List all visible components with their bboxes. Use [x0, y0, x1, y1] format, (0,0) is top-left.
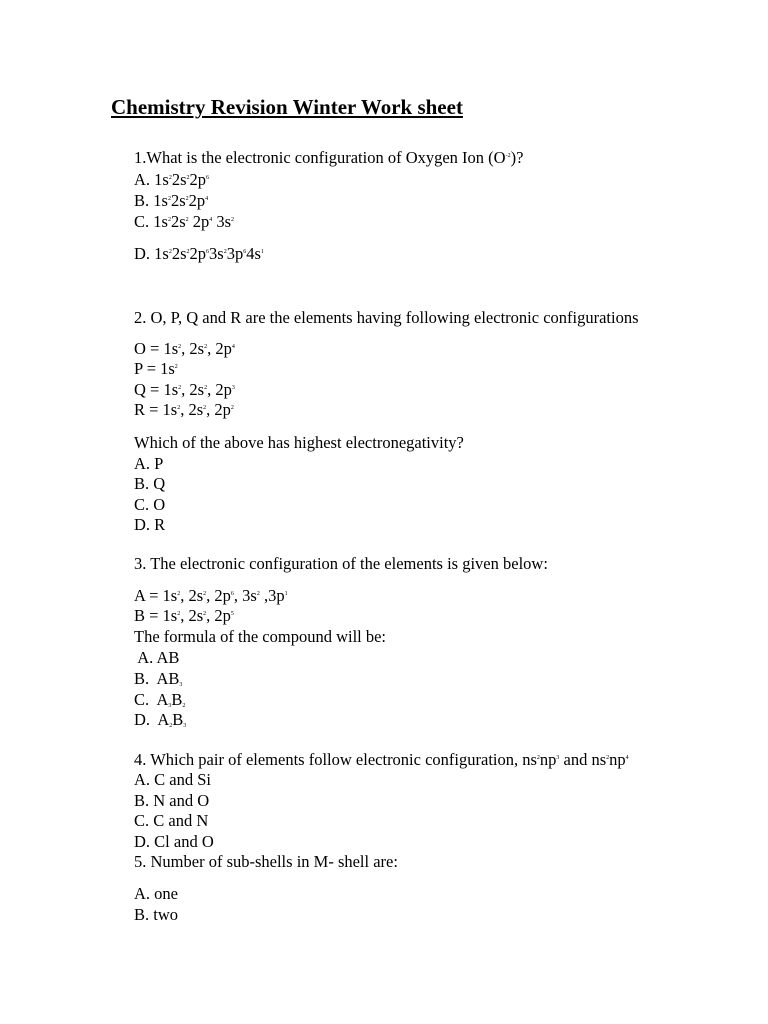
q3-config-b: $B = 1s^2$, $2s^2$, $2p^5$ [134, 606, 234, 625]
q2-config-p: $P = 1s^2$ [134, 359, 178, 378]
q3-option-c: C. $A_3B_2$ [134, 690, 186, 709]
q3-option-d: D. $A_2B_3$ [134, 710, 187, 729]
q5-option-a: A. one [134, 884, 178, 903]
q4-option-b: B. N and O [134, 791, 210, 810]
q3-stem: 3. The electronic configuration of the elements is given below: [134, 554, 548, 573]
q2-question: Which of the above has highest electronegativity? [134, 433, 464, 452]
q2-config-r: $R = 1s^2$, $2s^2$, $2p^2$ [134, 400, 234, 419]
q1-option-a: A. $1s^22s^22p^6$ [134, 170, 210, 189]
q1-stem: 1.What is the electronic configuration of Oxygen Ion $(O^{-2})$? [134, 148, 524, 167]
q2-option-a: A. P [134, 454, 164, 473]
q2-option-d: D. R [134, 515, 166, 534]
q3-option-b: B. $AB_3$ [134, 669, 183, 688]
q5-option-b: B. two [134, 905, 179, 924]
q5-stem: 5. Number of sub-shells in M- shell are: [134, 852, 398, 871]
q2-config-o: $O = 1s^2$, $2s^2$, $2p^4$ [134, 339, 235, 358]
q2-option-b: B. Q [134, 474, 166, 493]
q3-config-a: $A = 1s^2$, $2s^2$, $2p^6$, $3s^2$ $,3p^1$ [134, 586, 288, 605]
q1-option-b: B. $1s^22s^22p^4$ [134, 191, 209, 210]
q3-option-a: A. AB [134, 648, 180, 667]
q4-option-d: D. Cl and O [134, 832, 214, 851]
q4-stem: 4. Which pair of elements follow electronic configuration, $ns^2np^3$ and $ns^2np^4$ [134, 750, 629, 769]
q4-option-a: A. C and Si [134, 770, 212, 789]
q4-option-c: C. C and N [134, 811, 209, 830]
q3-question: The formula of the compound will be: [134, 627, 387, 646]
q1-option-c: C. $1s^22s^2$ $2p^4$ $3s^2$ [134, 212, 235, 231]
q2-stem: 2. O, P, Q and R are the elements having following electronic configurations [134, 308, 639, 327]
worksheet-title: Chemistry Revision Winter Work sheet [111, 95, 463, 119]
q1-option-d: D. $1s^22s^22p^63s^23p^64s^1$ [134, 244, 264, 263]
q2-option-c: C. O [134, 495, 166, 514]
q2-config-q: $Q = 1s^2$, $2s^2$, $2p^3$ [134, 380, 235, 399]
